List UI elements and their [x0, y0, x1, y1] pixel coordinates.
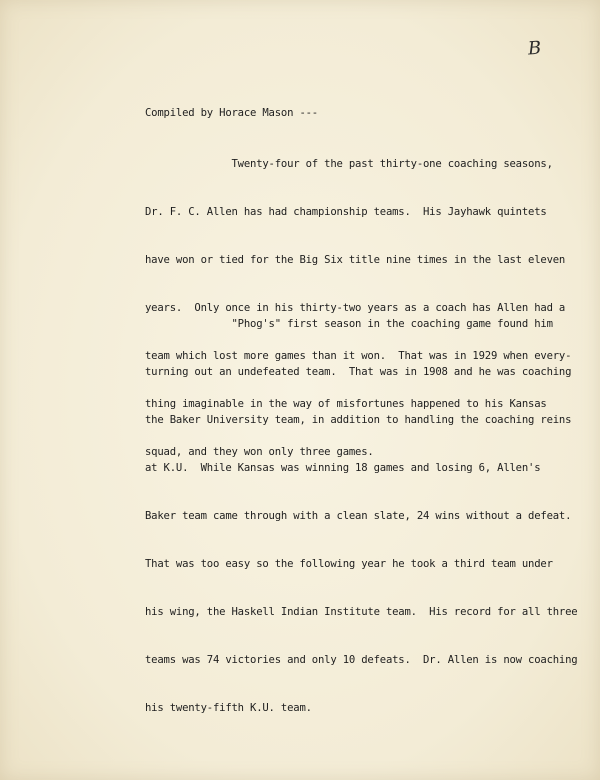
paragraph-line: have won or tied for the Big Six title nine times in the last eleven: [145, 254, 566, 266]
heading: Compiled by Horace Mason ---: [145, 107, 318, 119]
paragraph-line: squad, and they won only three games.: [145, 446, 374, 458]
paragraph-2: [145, 288, 577, 744]
paragraph-line: Baker team came through with a clean slate, 24 wins without a defeat.: [145, 510, 572, 522]
paragraph-line: teams was 74 victories and only 10 defeats. Dr. Allen is now coaching: [145, 654, 578, 666]
paragraph-line: Dr. F. C. Allen has had championship teams. His Jayhawk quintets: [145, 206, 547, 218]
paragraph-line: thing imaginable in the way of misfortunes happened to his Kansas: [145, 398, 547, 410]
paragraph-line: team which lost more games than it won. That was in 1929 when every-: [145, 350, 572, 362]
paragraph-line: the Baker University team, in addition to handling the coaching reins: [145, 414, 572, 426]
page-number: B: [527, 37, 542, 60]
paragraph-line: turning out an undefeated team. That was in 1908 and he was coaching: [145, 366, 572, 378]
paragraph-line: years. Only once in his thirty-two years as a coach has Allen had a: [145, 302, 566, 314]
paragraph-line: his wing, the Haskell Indian Institute team. His record for all three: [145, 606, 578, 618]
paragraph-line: Twenty-four of the past thirty-one coaching seasons,: [145, 158, 553, 170]
paragraph-line: "Phog's" first season in the coaching game found him: [145, 318, 553, 330]
paragraph-line: That was too easy so the following year he took a third team under: [145, 558, 553, 570]
paragraph-line: his twenty-fifth K.U. team.: [145, 702, 312, 714]
paragraph-line: at K.U. While Kansas was winning 18 games and losing 6, Allen's: [145, 462, 541, 474]
